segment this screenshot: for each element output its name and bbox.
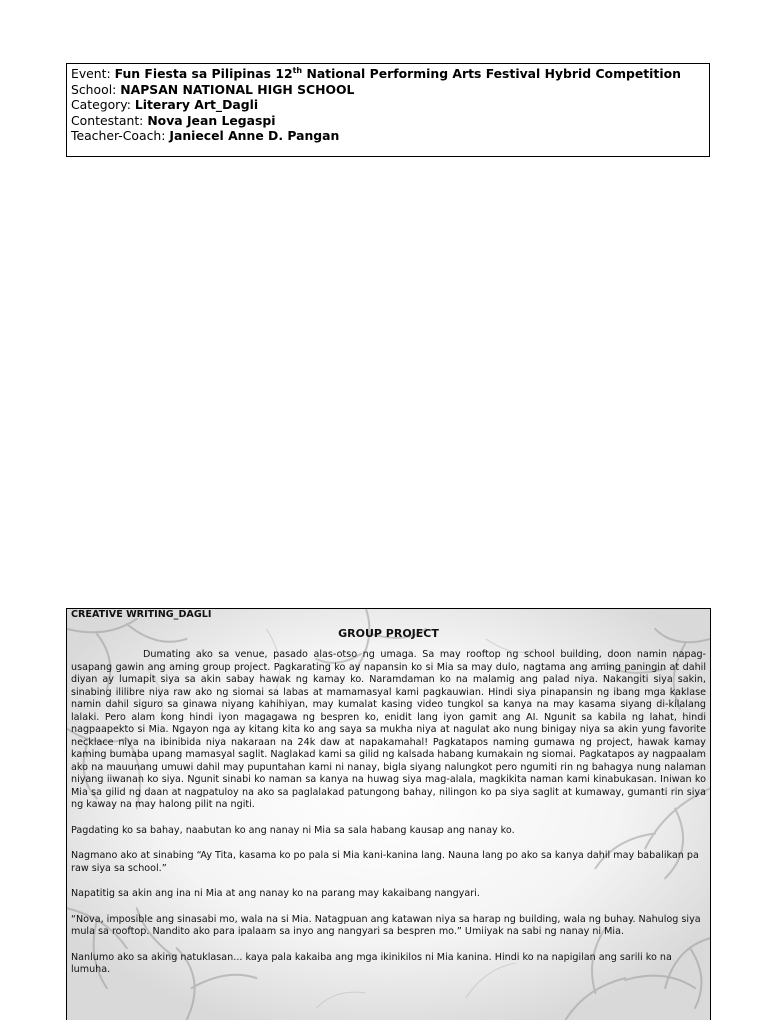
- event-label: Event:: [71, 66, 115, 81]
- coach-line: [71, 128, 705, 144]
- school-line: [71, 82, 705, 98]
- story-paragraph: Napatitig sa akin ang ina ni Mia at ang nanay ko na parang may kakaibang nangyari.: [71, 888, 480, 899]
- story-paragraph: Nanlumo ako sa aking natuklasan... kaya pala kakaiba ang mga ikinikilos ni Mia kanina. Hindi ko na napigilan ang sarili ko na lumuha.: [71, 951, 672, 975]
- story-box: [66, 608, 711, 1020]
- story-paragraph: “Nova, imposible ang sinasabi mo, wala na si Mia. Natagpuan ang katawan niya sa harap ng building, wala ng buhay. Nahulog siya mula sa rooftop. Nandito ako para ipalaam sa inyo ang nangyari sa bespren mo.” Umiiyak na sabi ng nanay ni Mia.: [71, 913, 701, 937]
- story-title: GROUP PROJECT: [338, 627, 439, 640]
- story-category-header: CREATIVE WRITING_DAGLI: [71, 609, 212, 620]
- coach-label: Teacher-Coach:: [71, 128, 170, 144]
- category-value: Literary Art_Dagli: [134, 97, 259, 113]
- category-label: Category:: [71, 97, 135, 113]
- coach-value: Janiecel Anne D. Pangan: [169, 128, 340, 144]
- contestant-value: Nova Jean Legaspi: [147, 112, 276, 128]
- category-line: [71, 97, 705, 113]
- contestant-line: [71, 113, 705, 129]
- story-paragraph: Dumating ako sa venue, pasado alas-otso ng umaga. Sa may rooftop ng school building, doon namin napag-usapang gawin ang aming group project. Pagkarating ko ay napansin ko si Mia sa may dulo, nagtama ang aming paningin at dahil diyan ay lumapit siya sa akin sabay hawak ng kamay ko. Naramdaman ko na malamig ang palad niya. Nakangiti siya sakin, sinabing ililibre niya raw ako ng siomai sa labas at mamamasyal kami pagkauwian. Hindi siya pinapansin ng ibang mga kaklase namin dahil siguro sa ginawa niyang kahihiyan, may kumalat kasing video tungkol sa kanya na may kasama siyang di-kilalang lalaki. Pero alam kong hindi iyon magagawa ng bespren ko, enidit lang iyon gamit ang AI. Ngunit sa kabila ng lahat, hindi nagpaapekto si Mia. Ngayon nga ay kitang kita ko ang saya sa mukha niya at nagulat ako nung binigay niya sa akin yung favorite necklace niya na ibinibida niya nakaraan na 24k daw at napakamahal! Pagkatapos naming gumawa ng project, hawak kamay kaming bumaba upang mamasyal saglit. Naglakad kami sa gilid ng kalsada habang kumakain ng siomai. Pagkatapos ay nagpaalam ako na mauunang umuwi dahil may pupuntahan kami ni nanay, bigla siyang nalungkot pero ngumiti rin ng bahagya nung nalaman niyang iiwanan ko siya. Ngunit sinabi ko naman sa kanya na huwag siya mag-alala, magkikita naman kami kinabukasan. Iniwan ko Mia sa gilid ng daan at nagpatuloy na ako sa paglalakad patungong bahay, nilingon ko pa siya saglit at kumaway, gumanti rin siya ng kaway na may halong pilit na ngiti.: [71, 649, 706, 810]
- event-value: Fun Fiesta sa Pilipinas 12th National Performing Arts Festival Hybrid Competition: [114, 65, 681, 81]
- school-value: NAPSAN NATIONAL HIGH SCHOOL: [120, 81, 355, 97]
- school-label: School:: [71, 81, 121, 97]
- story-content: [67, 609, 710, 977]
- story-paragraph: Pagdating ko sa bahay, naabutan ko ang nanay ni Mia sa sala habang kausap ang nanay ko.: [71, 824, 515, 836]
- contest-info-box: [66, 63, 710, 157]
- story-paragraph: Nagmano ako at sinabing “Ay Tita, kasama ko po pala si Mia kani-kanina lang. Nauna lang po ako sa kanya dahil may babalikan pa raw siya sa school.”: [71, 850, 699, 874]
- contestant-label: Contestant:: [71, 112, 148, 128]
- event-line: [71, 66, 705, 82]
